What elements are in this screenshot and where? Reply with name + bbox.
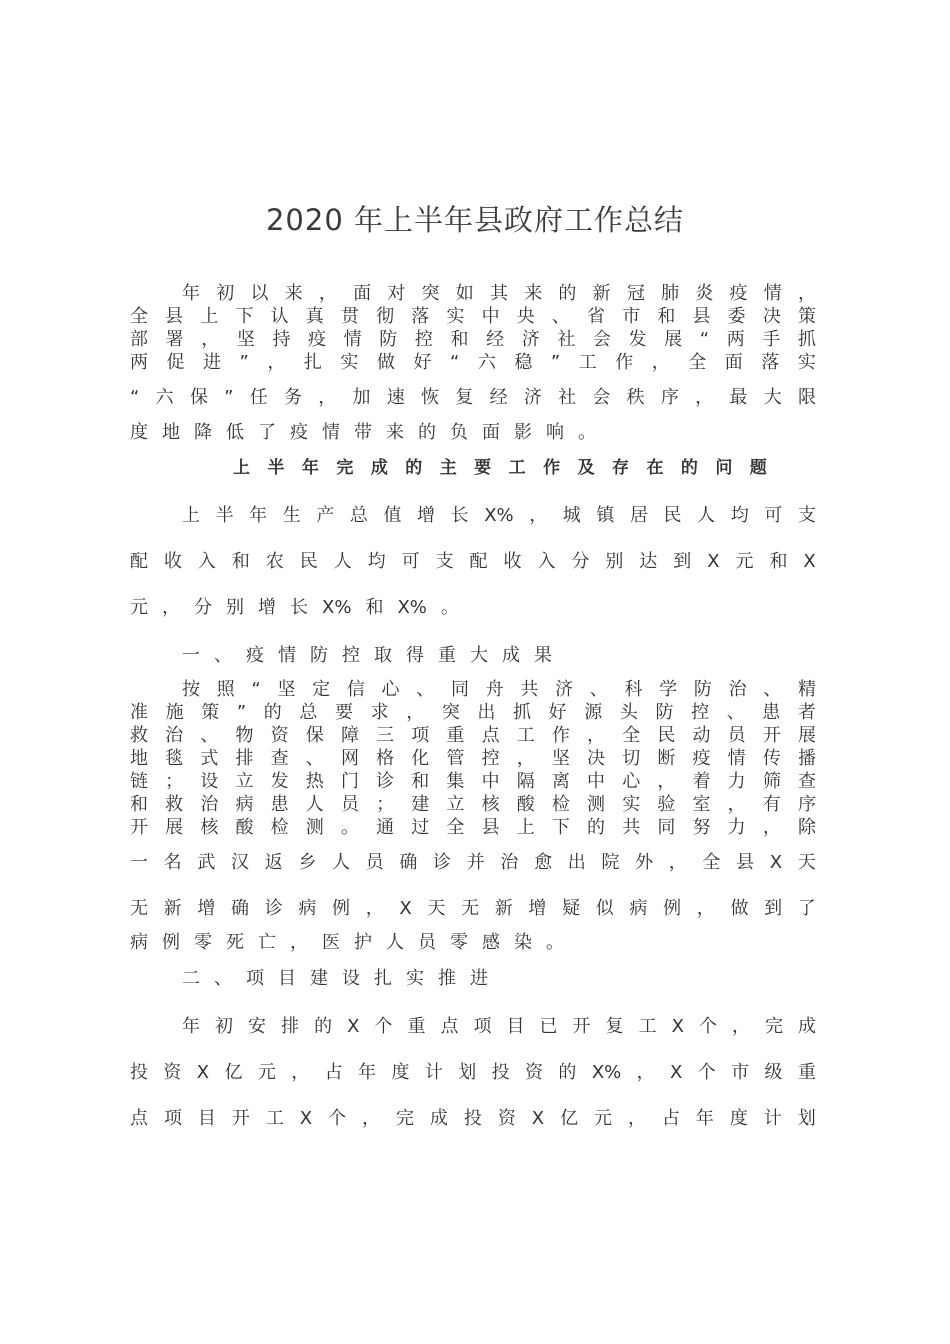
body-line: 两 促 进 ” ， 扎 实 做 好 “ 六 稳 ” 工 作 ， 全 面 落 实 [130,352,816,373]
part-heading: 二 、 项 目 建 设 扎 实 推 进 [182,968,488,989]
section-heading: 上 半 年 完 成 的 主 要 工 作 及 存 在 的 问 题 [233,458,767,478]
body-line: 上 半 年 生 产 总 值 增 长 X% ， 城 镇 居 民 人 均 可 支 [182,505,816,526]
body-line: 准 施 策 ” 的 总 要 求 ， 突 出 抓 好 源 头 防 控 、 患 者 [130,702,816,723]
body-line: 年 初 安 排 的 X 个 重 点 项 目 已 开 复 工 X 个 ， 完 成 [182,1016,816,1037]
document-title: 2020 年上半年县政府工作总结 [265,203,685,237]
body-line: 救 治 、 物 资 保 障 三 项 重 点 工 作 ， 全 民 动 员 开 展 [130,725,816,746]
body-line: 一 名 武 汉 返 乡 人 员 确 诊 并 治 愈 出 院 外 ， 全 县 X 天 [130,852,816,873]
body-line: 投 资 X 亿 元 ， 占 年 度 计 划 投 资 的 X% ， X 个 市 级 重 [130,1062,816,1083]
body-line: 年 初 以 来 ， 面 对 突 如 其 来 的 新 冠 肺 炎 疫 情 ， [182,283,816,304]
body-line: 配 收 入 和 农 民 人 均 可 支 配 收 入 分 别 达 到 X 元 和 X [130,551,816,572]
body-line: 元 ， 分 别 增 长 X% 和 X% 。 [130,597,459,618]
body-line: 部 署 ， 坚 持 疫 情 防 控 和 经 济 社 会 发 展 “ 两 手 抓 [130,329,816,350]
body-line: 开 展 核 酸 检 测 。 通 过 全 县 上 下 的 共 同 努 力 ， 除 [130,817,816,838]
body-line: 和 救 治 病 患 人 员 ； 建 立 核 酸 检 测 实 验 室 ， 有 序 [130,794,816,815]
body-line: 无 新 增 确 诊 病 例 ， X 天 无 新 增 疑 似 病 例 ， 做 到 了 [130,898,816,919]
body-line: 链 ； 设 立 发 热 门 诊 和 集 中 隔 离 中 心 ， 着 力 筛 查 [130,771,816,792]
body-line: 全 县 上 下 认 真 贯 彻 落 实 中 央 、 省 市 和 县 委 决 策 [130,306,816,327]
body-line: 按 照 “ 坚 定 信 心 、 同 舟 共 济 、 科 学 防 治 、 精 [182,679,816,700]
body-line: 病 例 零 死 亡 ， 医 护 人 员 零 感 染 。 [130,932,564,953]
body-line: 点 项 目 开 工 X 个 ， 完 成 投 资 X 亿 元 ， 占 年 度 计 划 [130,1108,816,1129]
body-line: 度 地 降 低 了 疫 情 带 来 的 负 面 影 响 。 [130,422,596,443]
part-heading: 一 、 疫 情 防 控 取 得 重 大 成 果 [182,645,552,666]
body-line: 地 毯 式 排 查 、 网 格 化 管 控 ， 坚 决 切 断 疫 情 传 播 [130,748,816,769]
body-line: “ 六 保 ” 任 务 ， 加 速 恢 复 经 济 社 会 秩 序 ， 最 大 限 [130,387,816,408]
